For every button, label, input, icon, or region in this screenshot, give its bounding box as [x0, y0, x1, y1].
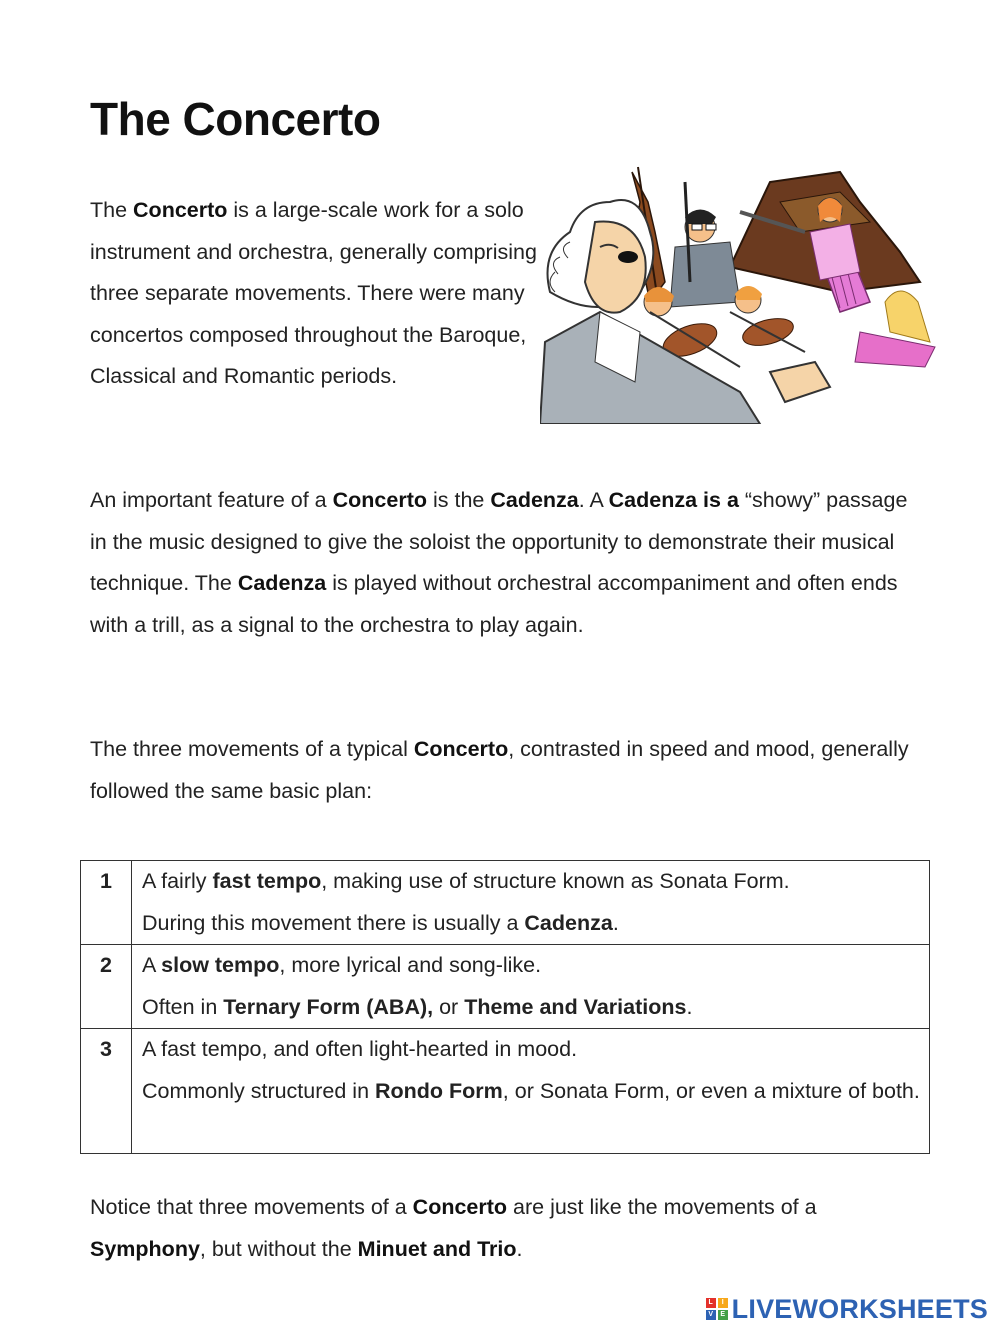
- logo-square: I: [718, 1298, 728, 1308]
- table-row: [81, 945, 930, 1029]
- description-line: A fairly fast tempo, making use of structure known as Sonata Form.: [142, 869, 790, 893]
- logo-square: L: [706, 1298, 716, 1308]
- liveworksheets-logo-icon: [706, 1298, 728, 1320]
- movement-number: 3: [81, 1029, 132, 1154]
- description-line: Often in Ternary Form (ABA), or Theme and Variations.: [142, 994, 693, 1019]
- description-line: Commonly structured in Rondo Form, or Sonata Form, or even a mixture of both.: [142, 1078, 920, 1103]
- description-line: During this movement there is usually a Cadenza.: [142, 910, 619, 935]
- movement-number: 2: [81, 945, 132, 1029]
- table-row: [81, 861, 930, 945]
- movement-number: 1: [81, 861, 132, 945]
- logo-square: V: [706, 1310, 716, 1320]
- movement-description: [132, 1029, 930, 1154]
- orchestra-illustration: [540, 162, 945, 424]
- movements-table: [80, 860, 930, 1154]
- movements-intro-paragraph: The three movements of a typical Concerto, contrasted in speed and mood, generally followed the same basic plan:: [90, 737, 909, 803]
- symphony-comparison-paragraph: Notice that three movements of a Concerto are just like the movements of a Symphony, but without the Minuet and Trio.: [90, 1195, 817, 1261]
- table-row: [81, 1029, 930, 1154]
- description-line: A fast tempo, and often light-hearted in mood.: [142, 1037, 578, 1061]
- intro-paragraph: The Concerto is a large-scale work for a solo instrument and orchestra, generally comprising three separate movements. There were many concertos composed throughout the Baroque, Classical and Romantic periods.: [90, 198, 537, 388]
- movement-description: [132, 861, 930, 945]
- page-title: The Concerto: [90, 93, 381, 145]
- cadenza-paragraph: An important feature of a Concerto is the Cadenza. A Cadenza is a “showy” passage in the music designed to give the soloist the opportunity to demonstrate their musical technique. The Cadenza is played without orchestral accompaniment and often ends with a trill, as a signal to the orchestra to play again.: [90, 488, 908, 637]
- liveworksheets-footer[interactable]: [706, 1292, 988, 1326]
- movement-description: [132, 945, 930, 1029]
- logo-square: E: [718, 1310, 728, 1320]
- brand-name: LIVEWORKSHEETS: [731, 1293, 988, 1324]
- description-line: A slow tempo, more lyrical and song-like.: [142, 953, 542, 977]
